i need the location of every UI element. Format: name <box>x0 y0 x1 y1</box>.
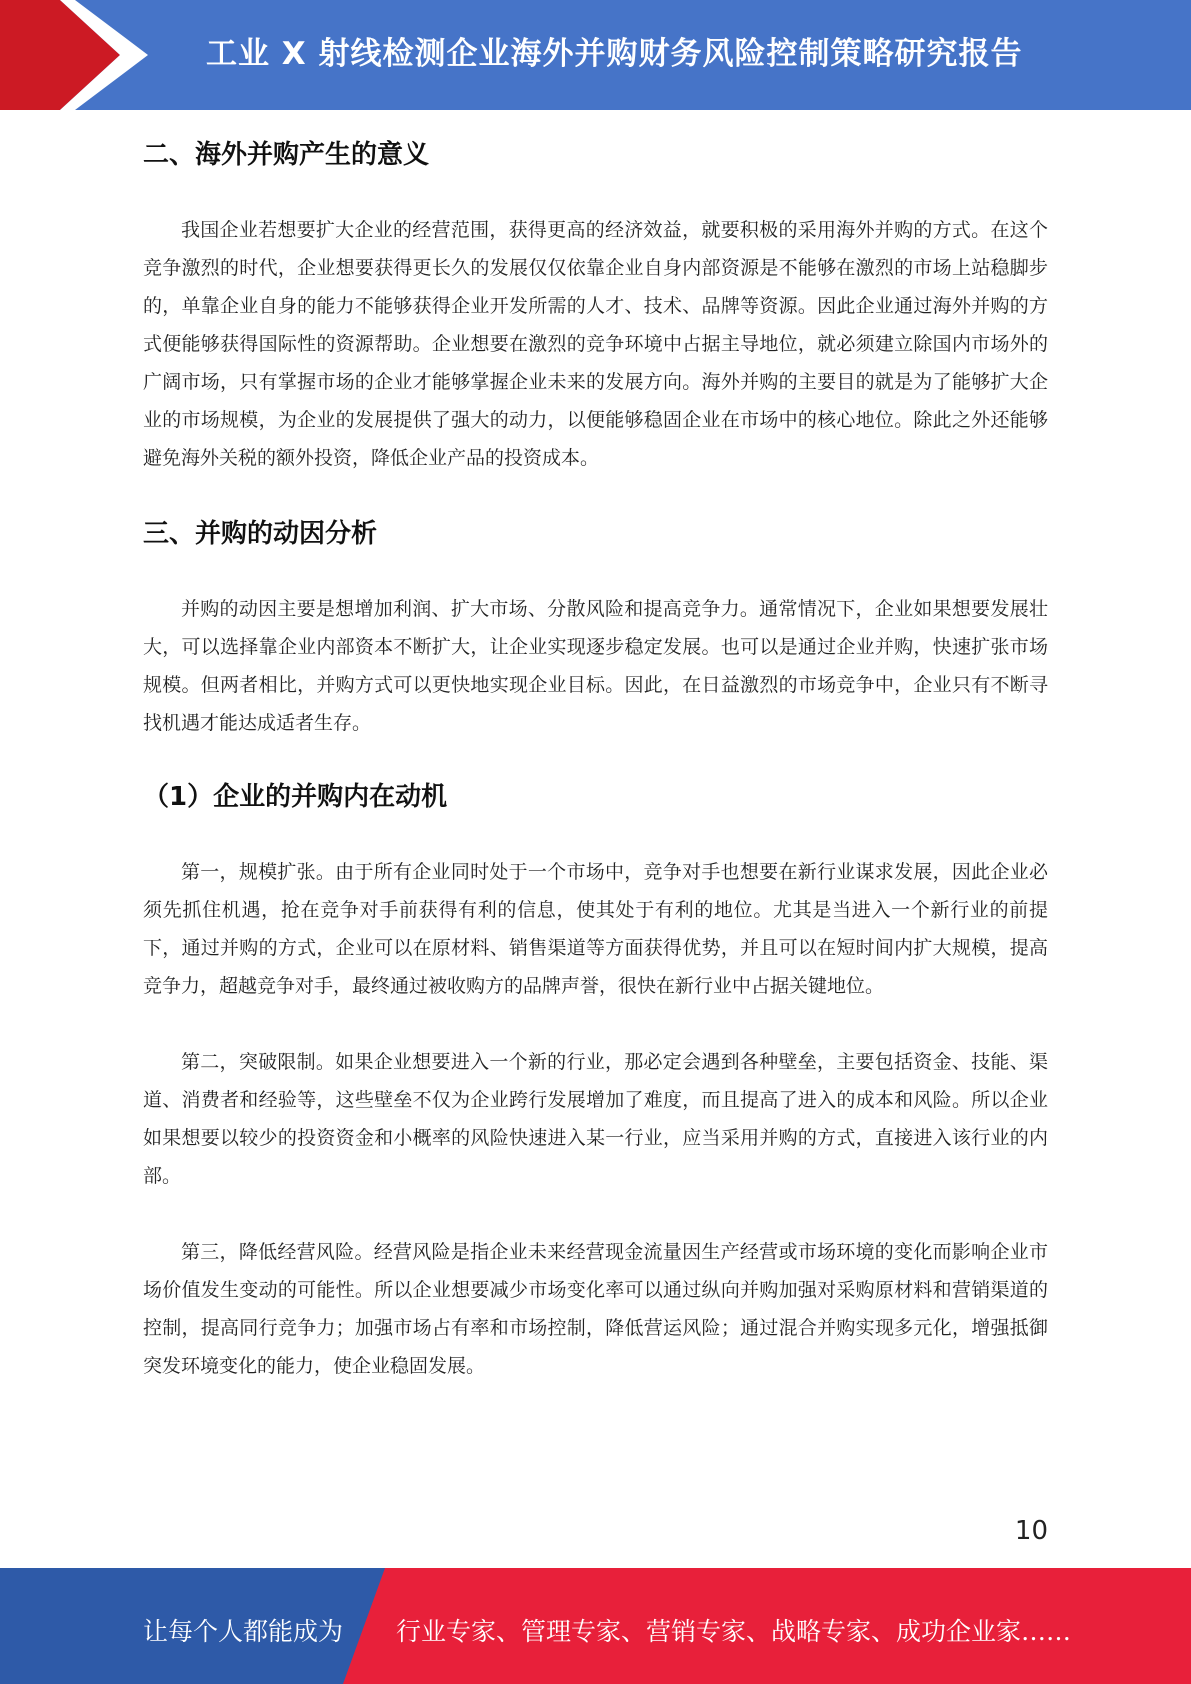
page-footer <box>0 1568 1191 1684</box>
footer-slogan-left: 让每个人都能成为 <box>143 1617 344 1646</box>
section-heading-motive-analysis: 三、并购的动因分析 <box>143 519 378 549</box>
footer-slogan-right: 行业专家、管理专家、营销专家、战略专家、成功企业家…… <box>396 1617 1072 1646</box>
paragraph-reduce-risk: 第三，降低经营风险。经营风险是指企业未来经营现金流量因生产经营或市场环境的变化而影响企业市场价值发生变动的可能性。所以企业想要减少市场变化率可以通过纵向并购加强对采购原材料和营销渠道的控制，提高同行竞争力；加强市场占有率和市场控制，降低营运风险；通过混合并购实现多元化，增强抵御突发环境变化的能力，使企业稳固发展。 <box>143 1241 1048 1377</box>
page-header <box>0 0 1191 110</box>
paragraph-motive-analysis: 并购的动因主要是想增加利润、扩大市场、分散风险和提高竞争力。通常情况下，企业如果想要发展壮大，可以选择靠企业内部资本不断扩大，让企业实现逐步稳定发展。也可以是通过企业并购，快速扩张市场规模。但两者相比，并购方式可以更快地实现企业目标。因此，在日益激烈的市场竞争中，企业只有不断寻找机遇才能达成适者生存。 <box>143 598 1048 734</box>
paragraph-significance: 我国企业若想要扩大企业的经营范围，获得更高的经济效益，就要积极的采用海外并购的方式。在这个竞争激烈的时代，企业想要获得更长久的发展仅仅依靠企业自身内部资源是不能够在激烈的市场上站稳脚步的，单靠企业自身的能力不能够获得企业开发所需的人才、技术、品牌等资源。因此企业通过海外并购的方式便能够获得国际性的资源帮助。企业想要在激烈的竞争环境中占据主导地位，就必须建立除国内市场外的广阔市场，只有掌握市场的企业才能够掌握企业未来的发展方向。海外并购的主要目的就是为了能够扩大企业的市场规模，为企业的发展提供了强大的动力，以便能够稳固企业在市场中的核心地位。除此之外还能够避免海外关税的额外投资，降低企业产品的投资成本。 <box>143 219 1048 469</box>
paragraph-scale-expansion: 第一，规模扩张。由于所有企业同时处于一个市场中，竞争对手也想要在新行业谋求发展，因此企业必须先抓住机遇，抢在竞争对手前获得有利的信息，使其处于有利的地位。尤其是当进入一个新行业的前提下，通过并购的方式，企业可以在原材料、销售渠道等方面获得优势，并且可以在短时间内扩大规模，提高竞争力，超越竞争对手，最终通过被收购方的品牌声誉，很快在新行业中占据关键地位。 <box>143 861 1048 997</box>
header-arrow-decoration <box>0 0 160 110</box>
paragraph-break-barriers: 第二，突破限制。如果企业想要进入一个新的行业，那必定会遇到各种壁垒，主要包括资金、技能、渠道、消费者和经验等，这些壁垒不仅为企业跨行发展增加了难度，而且提高了进入的成本和风险。所以企业如果想要以较少的投资资金和小概率的风险快速进入某一行业，应当采用并购的方式，直接进入该行业的内部。 <box>143 1051 1048 1187</box>
page-number: 10 <box>1014 1516 1048 1546</box>
section-heading-significance: 二、海外并购产生的意义 <box>143 140 430 170</box>
subsection-heading-internal-motives: （1）企业的并购内在动机 <box>143 782 448 812</box>
report-title: 工业 X 射线检测企业海外并购财务风险控制策略研究报告 <box>206 36 1023 72</box>
page-content <box>143 128 1048 1385</box>
